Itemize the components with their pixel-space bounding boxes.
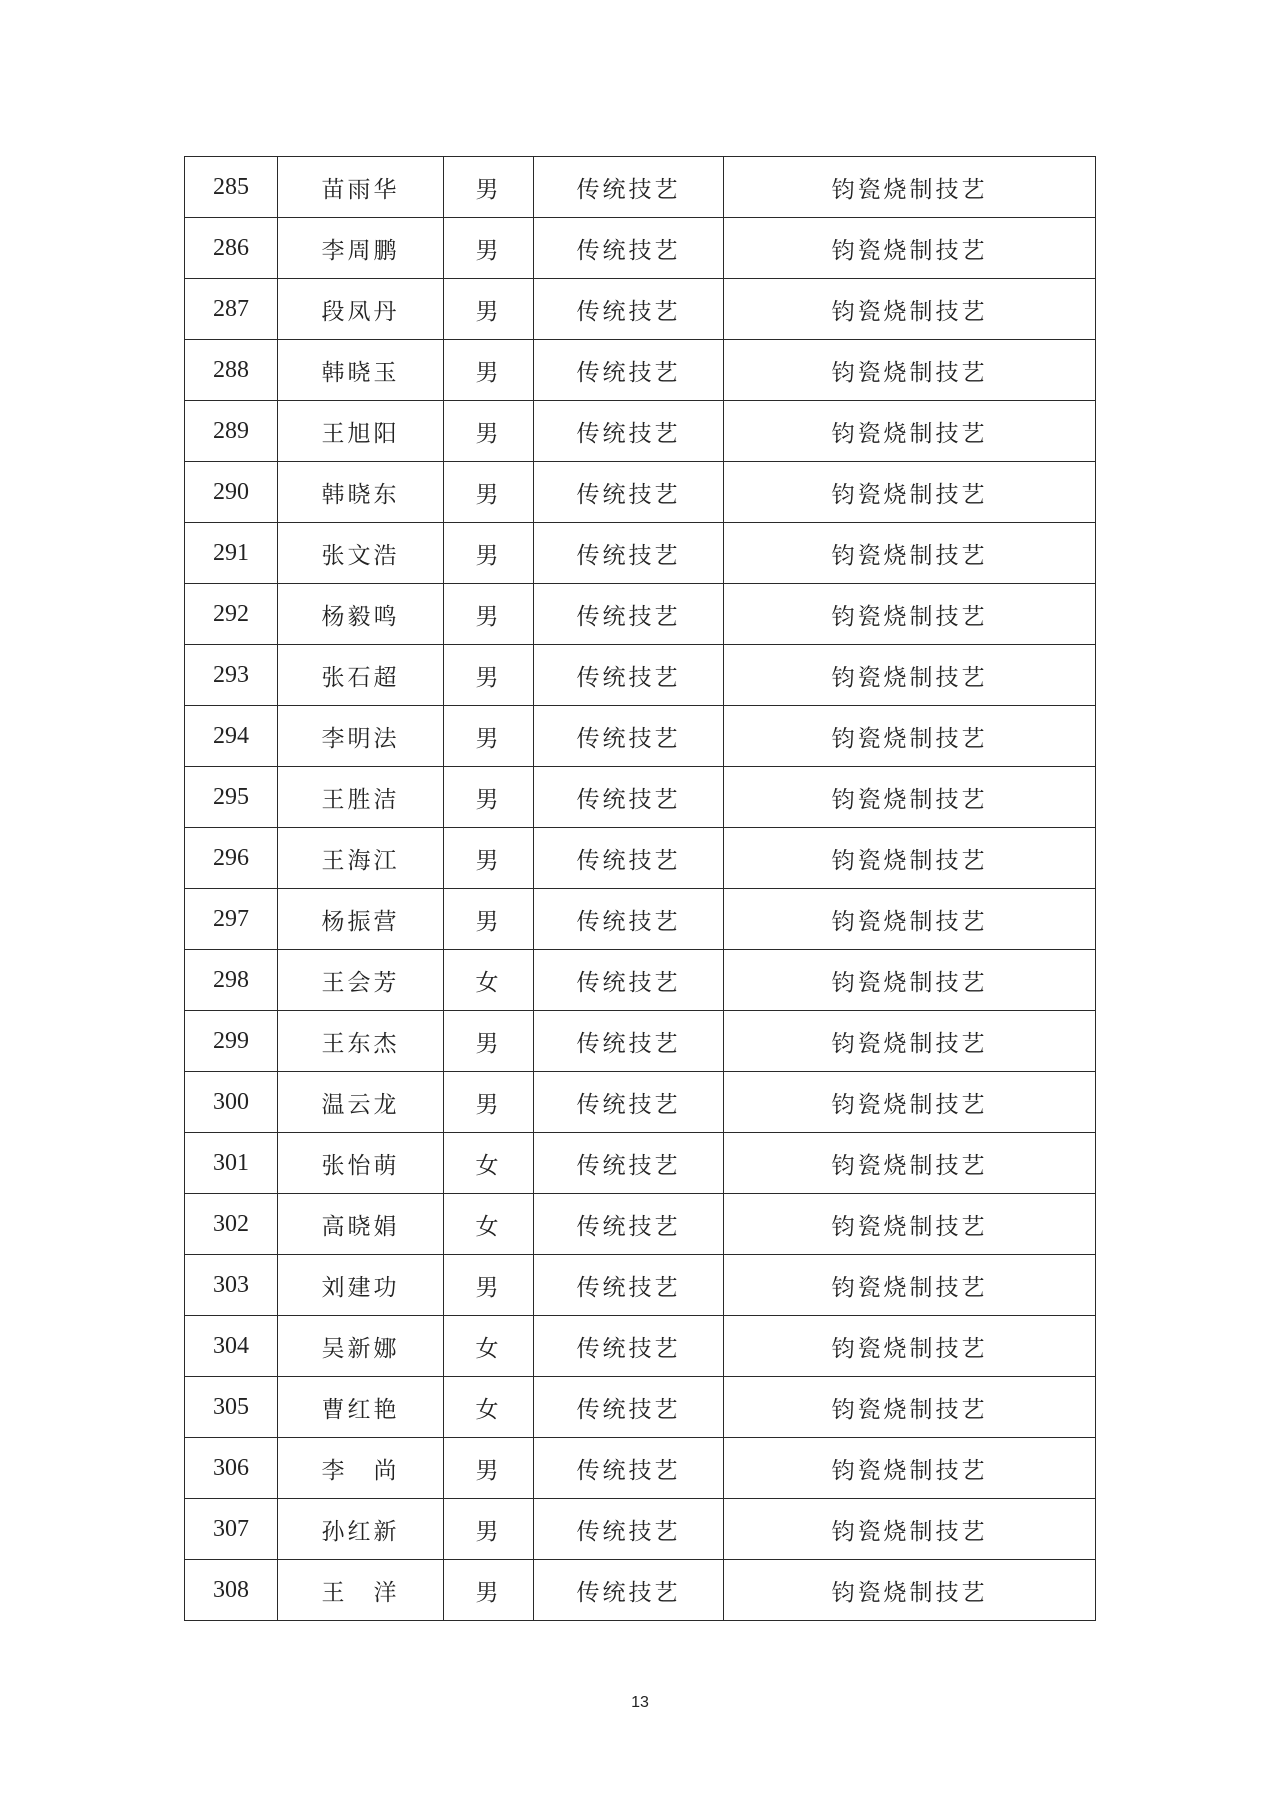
cell-number: 300 (185, 1072, 278, 1133)
cell-number: 307 (185, 1499, 278, 1560)
cell-project: 钧瓷烧制技艺 (724, 889, 1096, 950)
cell-gender: 男 (444, 157, 534, 218)
roster-table (184, 156, 1096, 1621)
table-row (185, 340, 1096, 401)
cell-number: 298 (185, 950, 278, 1011)
table-row (185, 523, 1096, 584)
cell-gender: 男 (444, 523, 534, 584)
cell-gender: 女 (444, 1194, 534, 1255)
table-row (185, 950, 1096, 1011)
cell-number: 294 (185, 706, 278, 767)
cell-gender: 男 (444, 828, 534, 889)
cell-number: 289 (185, 401, 278, 462)
cell-number: 303 (185, 1255, 278, 1316)
cell-category: 传统技艺 (534, 1133, 724, 1194)
cell-project: 钧瓷烧制技艺 (724, 218, 1096, 279)
cell-project: 钧瓷烧制技艺 (724, 828, 1096, 889)
cell-category: 传统技艺 (534, 401, 724, 462)
cell-name: 温云龙 (278, 1072, 444, 1133)
cell-name: 段凤丹 (278, 279, 444, 340)
table-row (185, 1133, 1096, 1194)
table-row (185, 1072, 1096, 1133)
cell-name: 李 尚 (278, 1438, 444, 1499)
cell-name: 杨振营 (278, 889, 444, 950)
table-row (185, 218, 1096, 279)
cell-gender: 男 (444, 340, 534, 401)
cell-project: 钧瓷烧制技艺 (724, 1133, 1096, 1194)
roster-table-body (185, 157, 1096, 1621)
cell-number: 299 (185, 1011, 278, 1072)
cell-name: 杨毅鸣 (278, 584, 444, 645)
cell-number: 291 (185, 523, 278, 584)
cell-number: 287 (185, 279, 278, 340)
cell-category: 传统技艺 (534, 645, 724, 706)
table-row (185, 584, 1096, 645)
table-row (185, 462, 1096, 523)
cell-category: 传统技艺 (534, 828, 724, 889)
cell-name: 王胜洁 (278, 767, 444, 828)
cell-number: 295 (185, 767, 278, 828)
cell-gender: 男 (444, 584, 534, 645)
cell-category: 传统技艺 (534, 584, 724, 645)
cell-gender: 女 (444, 950, 534, 1011)
page-number: 13 (631, 1694, 649, 1711)
cell-gender: 女 (444, 1316, 534, 1377)
cell-name: 王 洋 (278, 1560, 444, 1621)
cell-name: 王东杰 (278, 1011, 444, 1072)
cell-category: 传统技艺 (534, 1377, 724, 1438)
table-row (185, 1499, 1096, 1560)
cell-name: 刘建功 (278, 1255, 444, 1316)
cell-number: 302 (185, 1194, 278, 1255)
cell-name: 苗雨华 (278, 157, 444, 218)
cell-gender: 男 (444, 889, 534, 950)
cell-category: 传统技艺 (534, 950, 724, 1011)
cell-number: 288 (185, 340, 278, 401)
cell-category: 传统技艺 (534, 523, 724, 584)
table-row (185, 1377, 1096, 1438)
cell-project: 钧瓷烧制技艺 (724, 1072, 1096, 1133)
cell-gender: 男 (444, 1560, 534, 1621)
cell-project: 钧瓷烧制技艺 (724, 523, 1096, 584)
cell-number: 308 (185, 1560, 278, 1621)
cell-gender: 男 (444, 279, 534, 340)
cell-project: 钧瓷烧制技艺 (724, 1255, 1096, 1316)
cell-gender: 男 (444, 1255, 534, 1316)
cell-gender: 女 (444, 1377, 534, 1438)
cell-category: 传统技艺 (534, 1194, 724, 1255)
cell-category: 传统技艺 (534, 340, 724, 401)
cell-number: 292 (185, 584, 278, 645)
table-row (185, 1255, 1096, 1316)
cell-gender: 男 (444, 1072, 534, 1133)
table-row (185, 1011, 1096, 1072)
cell-category: 传统技艺 (534, 706, 724, 767)
cell-name: 王会芳 (278, 950, 444, 1011)
cell-number: 301 (185, 1133, 278, 1194)
table-row (185, 889, 1096, 950)
cell-category: 传统技艺 (534, 1438, 724, 1499)
cell-number: 297 (185, 889, 278, 950)
table-row (185, 767, 1096, 828)
cell-number: 306 (185, 1438, 278, 1499)
cell-category: 传统技艺 (534, 218, 724, 279)
table-row (185, 1560, 1096, 1621)
cell-name: 王海江 (278, 828, 444, 889)
table-row (185, 828, 1096, 889)
cell-gender: 男 (444, 645, 534, 706)
table-row (185, 1438, 1096, 1499)
cell-category: 传统技艺 (534, 279, 724, 340)
cell-category: 传统技艺 (534, 157, 724, 218)
cell-number: 290 (185, 462, 278, 523)
cell-category: 传统技艺 (534, 767, 724, 828)
table-row (185, 645, 1096, 706)
table-row (185, 157, 1096, 218)
cell-gender: 男 (444, 1438, 534, 1499)
table-row (185, 1194, 1096, 1255)
cell-category: 传统技艺 (534, 1499, 724, 1560)
cell-project: 钧瓷烧制技艺 (724, 950, 1096, 1011)
cell-project: 钧瓷烧制技艺 (724, 462, 1096, 523)
cell-number: 293 (185, 645, 278, 706)
cell-category: 传统技艺 (534, 1316, 724, 1377)
cell-name: 张怡萌 (278, 1133, 444, 1194)
cell-project: 钧瓷烧制技艺 (724, 340, 1096, 401)
cell-project: 钧瓷烧制技艺 (724, 1438, 1096, 1499)
cell-gender: 男 (444, 462, 534, 523)
cell-name: 高晓娟 (278, 1194, 444, 1255)
cell-project: 钧瓷烧制技艺 (724, 1316, 1096, 1377)
cell-name: 张文浩 (278, 523, 444, 584)
cell-number: 296 (185, 828, 278, 889)
table-row (185, 401, 1096, 462)
table-row (185, 1316, 1096, 1377)
cell-project: 钧瓷烧制技艺 (724, 1499, 1096, 1560)
cell-name: 韩晓玉 (278, 340, 444, 401)
cell-name: 韩晓东 (278, 462, 444, 523)
cell-name: 王旭阳 (278, 401, 444, 462)
cell-number: 285 (185, 157, 278, 218)
cell-category: 传统技艺 (534, 1011, 724, 1072)
cell-project: 钧瓷烧制技艺 (724, 767, 1096, 828)
cell-name: 李周鹏 (278, 218, 444, 279)
cell-name: 吴新娜 (278, 1316, 444, 1377)
cell-gender: 男 (444, 218, 534, 279)
table-row (185, 279, 1096, 340)
cell-category: 传统技艺 (534, 462, 724, 523)
cell-gender: 女 (444, 1133, 534, 1194)
cell-project: 钧瓷烧制技艺 (724, 1194, 1096, 1255)
cell-project: 钧瓷烧制技艺 (724, 584, 1096, 645)
cell-name: 李明法 (278, 706, 444, 767)
cell-project: 钧瓷烧制技艺 (724, 1560, 1096, 1621)
cell-category: 传统技艺 (534, 1255, 724, 1316)
cell-project: 钧瓷烧制技艺 (724, 645, 1096, 706)
cell-category: 传统技艺 (534, 1560, 724, 1621)
table-row (185, 706, 1096, 767)
cell-category: 传统技艺 (534, 889, 724, 950)
cell-gender: 男 (444, 767, 534, 828)
cell-project: 钧瓷烧制技艺 (724, 706, 1096, 767)
cell-project: 钧瓷烧制技艺 (724, 1377, 1096, 1438)
cell-project: 钧瓷烧制技艺 (724, 157, 1096, 218)
cell-name: 孙红新 (278, 1499, 444, 1560)
cell-project: 钧瓷烧制技艺 (724, 401, 1096, 462)
cell-gender: 男 (444, 1011, 534, 1072)
cell-gender: 男 (444, 1499, 534, 1560)
cell-gender: 男 (444, 706, 534, 767)
cell-number: 304 (185, 1316, 278, 1377)
cell-name: 曹红艳 (278, 1377, 444, 1438)
cell-number: 305 (185, 1377, 278, 1438)
cell-name: 张石超 (278, 645, 444, 706)
cell-gender: 男 (444, 401, 534, 462)
cell-project: 钧瓷烧制技艺 (724, 1011, 1096, 1072)
cell-number: 286 (185, 218, 278, 279)
cell-project: 钧瓷烧制技艺 (724, 279, 1096, 340)
cell-category: 传统技艺 (534, 1072, 724, 1133)
